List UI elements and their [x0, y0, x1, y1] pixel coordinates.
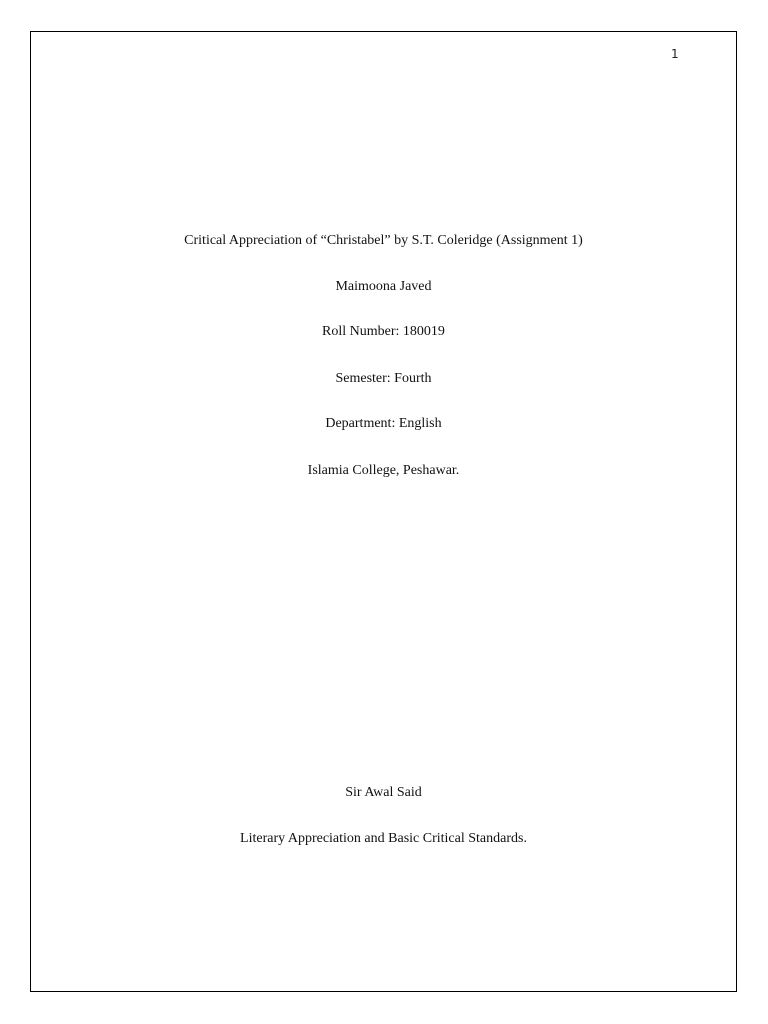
institution: Islamia College, Peshawar.	[307, 463, 460, 478]
course-name: Literary Appreciation and Basic Critical Standards.	[240, 831, 527, 846]
page-number: 1	[671, 47, 679, 61]
roll-number: Roll Number: 180019	[322, 324, 445, 339]
instructor-name: Sir Awal Said	[345, 785, 422, 800]
department: Department: English	[325, 416, 442, 431]
author-name: Maimoona Javed	[335, 279, 432, 294]
document-title: Critical Appreciation of “Christabel” by S.T. Coleridge (Assignment 1)	[184, 233, 583, 248]
semester: Semester: Fourth	[335, 371, 432, 386]
document-page	[30, 31, 737, 992]
